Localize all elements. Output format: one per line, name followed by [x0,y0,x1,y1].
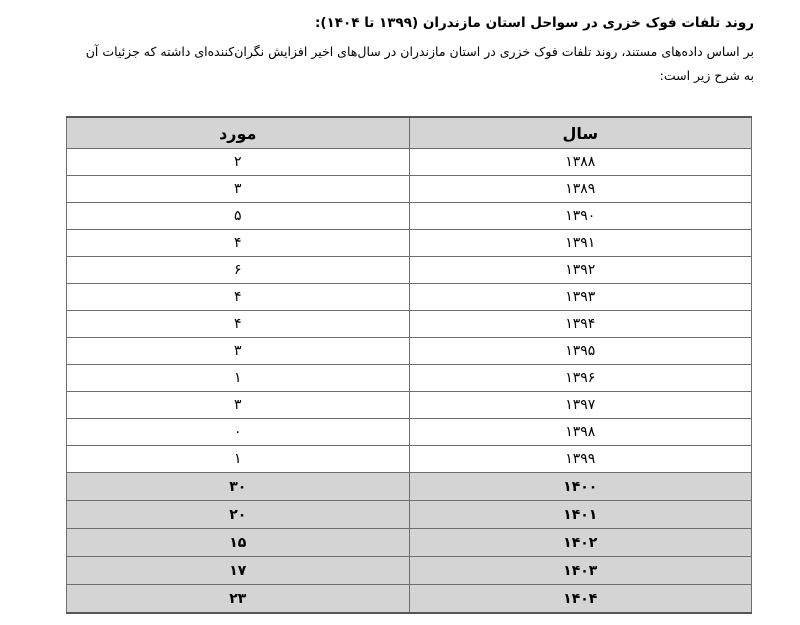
cell-count: ۳ [67,176,410,203]
cell-count: ۳۰ [67,473,410,501]
cell-year: ۱۳۹۹ [409,446,752,473]
cell-year: ۱۳۹۳ [409,284,752,311]
cell-year: ۱۳۹۴ [409,311,752,338]
cell-count: ۴ [67,230,410,257]
cell-year: ۱۴۰۰ [409,473,752,501]
cell-year: ۱۳۹۷ [409,392,752,419]
table-row [67,557,752,585]
cell-year: ۱۴۰۱ [409,501,752,529]
table-row [67,203,752,230]
paragraph-line-2: به شرح زیر است: [659,68,754,83]
cell-count: ۴ [67,311,410,338]
table-row [67,365,752,392]
cell-count: ۲۰ [67,501,410,529]
cell-count: ۰ [67,419,410,446]
table-row [67,149,752,176]
cell-year: ۱۳۹۸ [409,419,752,446]
cell-count: ۱۷ [67,557,410,585]
cell-year: ۱۴۰۲ [409,529,752,557]
cell-year: ۱۴۰۴ [409,585,752,614]
table-row [67,338,752,365]
table-row [67,257,752,284]
cell-count: ۴ [67,284,410,311]
cell-count: ۲ [67,149,410,176]
cell-year: ۱۳۹۶ [409,365,752,392]
cell-count: ۱ [67,365,410,392]
cell-year: ۱۳۸۸ [409,149,752,176]
cell-count: ۳ [67,338,410,365]
cell-count: ۲۳ [67,585,410,614]
cell-year: ۱۳۹۰ [409,203,752,230]
section-heading: روند تلفات فوک خزری در سواحل استان مازندران (۱۳۹۹ تا ۱۴۰۴): [314,15,754,31]
table-row [67,230,752,257]
cell-year: ۱۳۹۵ [409,338,752,365]
header-year: سال [409,117,752,149]
cell-year: ۱۴۰۳ [409,557,752,585]
table-row [67,501,752,529]
table-row [67,585,752,614]
cell-count: ۳ [67,392,410,419]
table-row [67,473,752,501]
table-row [67,446,752,473]
table-row [67,529,752,557]
table-row [67,311,752,338]
table-row [67,392,752,419]
cell-count: ۱ [67,446,410,473]
cell-count: ۱۵ [67,529,410,557]
table-row [67,419,752,446]
table-row [67,176,752,203]
casualty-table [66,116,752,614]
cell-year: ۱۳۹۱ [409,230,752,257]
table-header-row [67,117,752,149]
header-count: مورد [67,117,410,149]
table-row [67,284,752,311]
cell-count: ۶ [67,257,410,284]
cell-year: ۱۳۸۹ [409,176,752,203]
cell-count: ۵ [67,203,410,230]
intro-paragraph [34,40,754,88]
table-body [67,149,752,614]
cell-year: ۱۳۹۲ [409,257,752,284]
paragraph-line-1: بر اساس داده‌های مستند، روند تلفات فوک خزری در استان مازندران در سال‌های اخیر افزایش نگران‌کننده‌ای داشته که جزئیات آن [85,44,754,59]
